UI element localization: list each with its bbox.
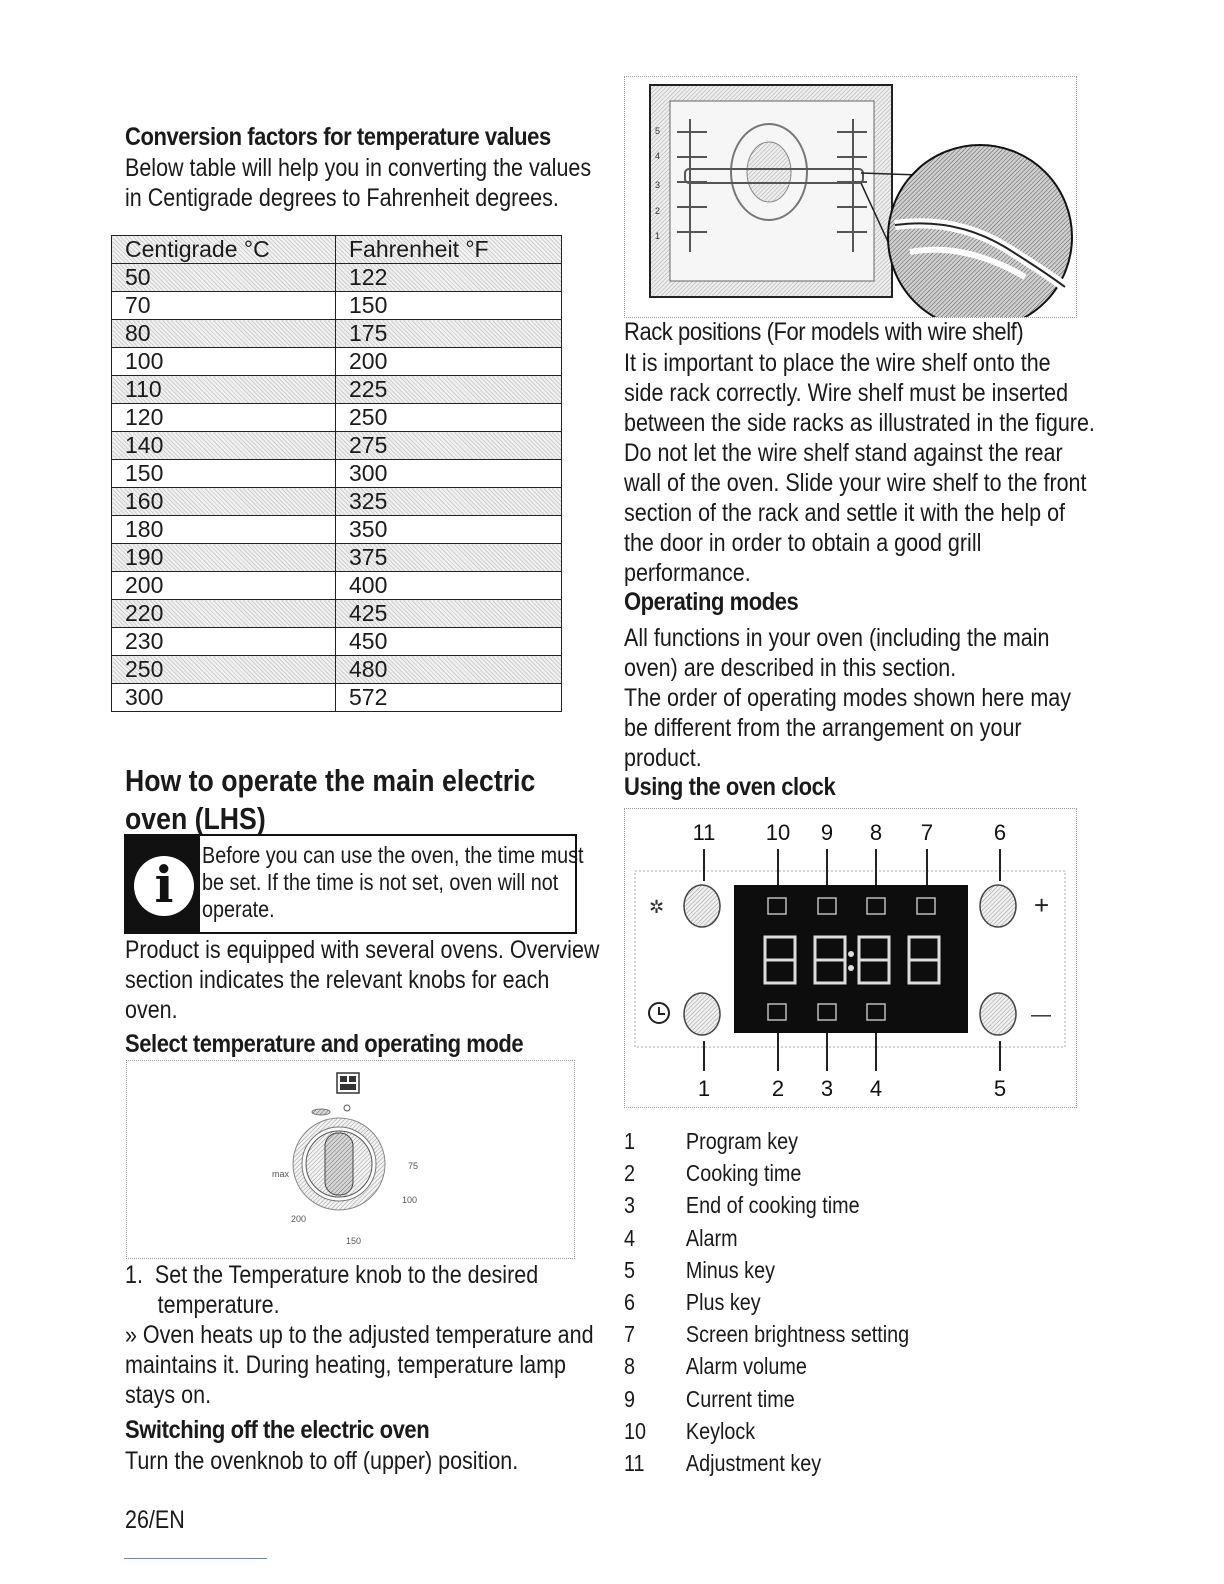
legend-label: Adjustment key [685,1450,822,1476]
legend-item [624,1128,798,1155]
modes-line: be different from the arrangement on your [624,714,1022,742]
legend-number: 5 [624,1256,636,1283]
legend-number: 3 [624,1192,636,1219]
info-icon: i [126,836,200,932]
legend-number: 7 [624,1321,636,1348]
legend-item [624,1386,795,1413]
legend-label: Alarm volume [685,1353,807,1380]
centigrade-cell: 80 [112,320,336,348]
minus-symbol: — [1031,1004,1051,1026]
callout-8: 8 [869,820,883,845]
legend-label: Plus key [685,1289,761,1315]
callout-3: 3 [820,1076,834,1101]
fahrenheit-cell: 572 [336,684,562,712]
fahrenheit-cell: 175 [336,320,562,348]
legend-label: Keylock [685,1417,756,1444]
oven-clock-illustration [625,809,1076,1107]
legend-number: 9 [624,1385,636,1412]
callout-2: 2 [771,1076,785,1101]
page-number [125,1505,185,1535]
table-row [112,600,562,628]
operate-heading [125,762,535,838]
table-row [112,432,562,460]
fahrenheit-cell: 200 [336,348,562,376]
legend-item [624,1321,909,1348]
centigrade-cell: 250 [112,656,336,684]
rack-line: section of the rack and settle it with the help of [624,499,1066,527]
result-line: maintains it. During heating, temperature lamp [125,1351,566,1379]
legend-item [624,1289,761,1316]
centigrade-cell: 190 [112,544,336,572]
legend-label: Screen brightness setting [685,1321,910,1348]
legend-number: 2 [624,1160,636,1187]
callout-9: 9 [820,820,834,845]
rack-level-1: 1 [655,231,661,241]
switch-off-text [125,1446,518,1476]
fahrenheit-cell: 325 [336,488,562,516]
overview-line: oven. [125,996,178,1024]
conversion-table [111,235,562,712]
knob-label-75: 75 [408,1161,419,1171]
program-key-button [684,993,720,1035]
legend-label: Current time [685,1385,795,1412]
info-text-line: operate. [202,896,275,922]
callout-7: 7 [920,820,934,845]
footer-rule [124,1558,267,1559]
plus-symbol: + [1034,890,1050,920]
table-row [112,376,562,404]
centigrade-cell: 50 [112,264,336,292]
callout-6: 6 [993,820,1007,845]
legend-item [624,1418,755,1445]
conversion-intro [125,153,591,213]
overview-line: section indicates the relevant knobs for each [125,966,550,994]
operate-heading-line: oven (LHS) [125,801,266,836]
oven-rack-illustration [625,77,1076,317]
table-row [112,348,562,376]
table-row [112,264,562,292]
fahrenheit-cell: 400 [336,572,562,600]
overview-paragraph [125,935,599,1025]
column-header-centigrade: Centigrade °C [112,236,336,264]
legend-number: 11 [624,1450,645,1476]
legend-number: 1 [624,1128,636,1154]
fahrenheit-cell: 480 [336,656,562,684]
table-row [112,404,562,432]
fahrenheit-cell: 250 [336,404,562,432]
conversion-intro-line: Below table will help you in converting the values [125,154,592,182]
modes-line: product. [624,744,702,772]
conversion-intro-line: in Centigrade degrees to Fahrenheit degrees. [125,184,559,212]
rack-level-2: 2 [655,206,661,216]
fahrenheit-cell: 350 [336,516,562,544]
rack-line: performance. [624,559,751,587]
rack-heading: Rack positions (For models with wire shelf) [624,318,1024,346]
legend-number: 6 [624,1289,636,1315]
callout-4: 4 [869,1076,883,1101]
modes-line: The order of operating modes shown here may [624,684,1071,712]
conversion-heading: Conversion factors for temperature values [125,123,551,151]
fahrenheit-cell: 300 [336,460,562,488]
callout-10: 10 [765,820,791,845]
page-number-text: 26/EN [125,1506,185,1534]
centigrade-cell: 100 [112,348,336,376]
adjustment-key-button [684,885,720,927]
knob-label-200: 200 [291,1214,307,1224]
centigrade-cell: 120 [112,404,336,432]
rack-level-5: 5 [655,126,661,136]
knob-label-100: 100 [402,1195,418,1205]
switch-off-line: Turn the ovenknob to off (upper) position. [125,1447,519,1475]
fahrenheit-cell: 375 [336,544,562,572]
legend-item [624,1225,738,1252]
table-row [112,656,562,684]
modes-heading: Operating modes [624,588,799,616]
rack-line: It is important to place the wire shelf onto the [624,349,1051,377]
info-text-line: be set. If the time is not set, oven will not [202,869,559,895]
clock-heading: Using the oven clock [624,773,836,801]
centigrade-cell: 150 [112,460,336,488]
legend-number: 10 [624,1417,647,1444]
centigrade-cell: 70 [112,292,336,320]
rack-level-4: 4 [655,151,661,161]
centigrade-cell: 230 [112,628,336,656]
legend-number: 8 [624,1353,636,1380]
legend-item [624,1257,775,1284]
table-row [112,488,562,516]
modes-line: All functions in your oven (including the main [624,624,1050,652]
centigrade-cell: 200 [112,572,336,600]
light-icon: ✲ [649,897,665,917]
overview-line: Product is equipped with several ovens. Overview [125,936,600,964]
modes-paragraph [624,623,1071,773]
callout-1: 1 [697,1076,711,1101]
fahrenheit-cell: 450 [336,628,562,656]
info-text [202,842,584,923]
table-row [112,628,562,656]
legend-number: 4 [624,1224,636,1251]
select-heading: Select temperature and operating mode [125,1030,524,1058]
rack-level-3: 3 [655,180,661,190]
centigrade-cell: 180 [112,516,336,544]
legend-item [624,1450,821,1477]
result-line: stays on. [125,1381,212,1409]
rack-line: Do not let the wire shelf stand against the rear [624,439,1063,467]
fahrenheit-cell: 225 [336,376,562,404]
rack-line: wall of the oven. Slide your wire shelf to the front [624,469,1087,497]
step-text: Set the Temperature knob to the desired [154,1261,539,1289]
result-line: » Oven heats up to the adjusted temperature and [125,1321,594,1349]
operate-heading-line: How to operate the main electric [125,763,536,798]
knob-label-max: max [272,1169,290,1179]
legend-label: Minus key [685,1256,775,1283]
clock-figure [624,808,1077,1108]
callout-11: 11 [692,820,716,845]
fahrenheit-cell: 425 [336,600,562,628]
step-text: temperature. [157,1291,280,1319]
centigrade-cell: 220 [112,600,336,628]
legend-label: Alarm [685,1224,738,1251]
fahrenheit-cell: 122 [336,264,562,292]
table-row [112,320,562,348]
switch-off-heading: Switching off the electric oven [125,1416,430,1444]
table-header-row [112,236,562,264]
table-row [112,516,562,544]
callout-5: 5 [993,1076,1007,1101]
legend-label: Program key [685,1128,799,1154]
rack-line: side rack correctly. Wire shelf must be inserted [624,379,1069,407]
legend-item [624,1160,801,1187]
step-1 [125,1260,594,1410]
legend-label: Cooking time [685,1160,802,1187]
rack-line: the door in order to obtain a good grill [624,529,982,557]
modes-line: oven) are described in this section. [624,654,957,682]
knob-figure [126,1060,575,1259]
centigrade-cell: 160 [112,488,336,516]
minus-key-button [980,993,1016,1035]
knob-label-150: 150 [346,1236,362,1246]
info-text-line: Before you can use the oven, the time must [202,842,584,868]
table-row [112,292,562,320]
table-row [112,544,562,572]
step-number: 1. [125,1261,143,1289]
legend-item [624,1353,807,1380]
table-row [112,684,562,712]
rack-line: between the side racks as illustrated in the figure. [624,409,1095,437]
centigrade-cell: 110 [112,376,336,404]
info-notice [124,834,584,934]
legend-item [624,1192,860,1219]
temperature-knob-illustration [127,1061,574,1258]
plus-key-button [980,885,1016,927]
table-row [112,572,562,600]
rack-figure [624,76,1077,318]
fahrenheit-cell: 275 [336,432,562,460]
rack-paragraph [624,348,1095,588]
centigrade-cell: 300 [112,684,336,712]
column-header-fahrenheit: Fahrenheit °F [336,236,562,264]
centigrade-cell: 140 [112,432,336,460]
fahrenheit-cell: 150 [336,292,562,320]
legend-label: End of cooking time [685,1192,860,1219]
table-row [112,460,562,488]
